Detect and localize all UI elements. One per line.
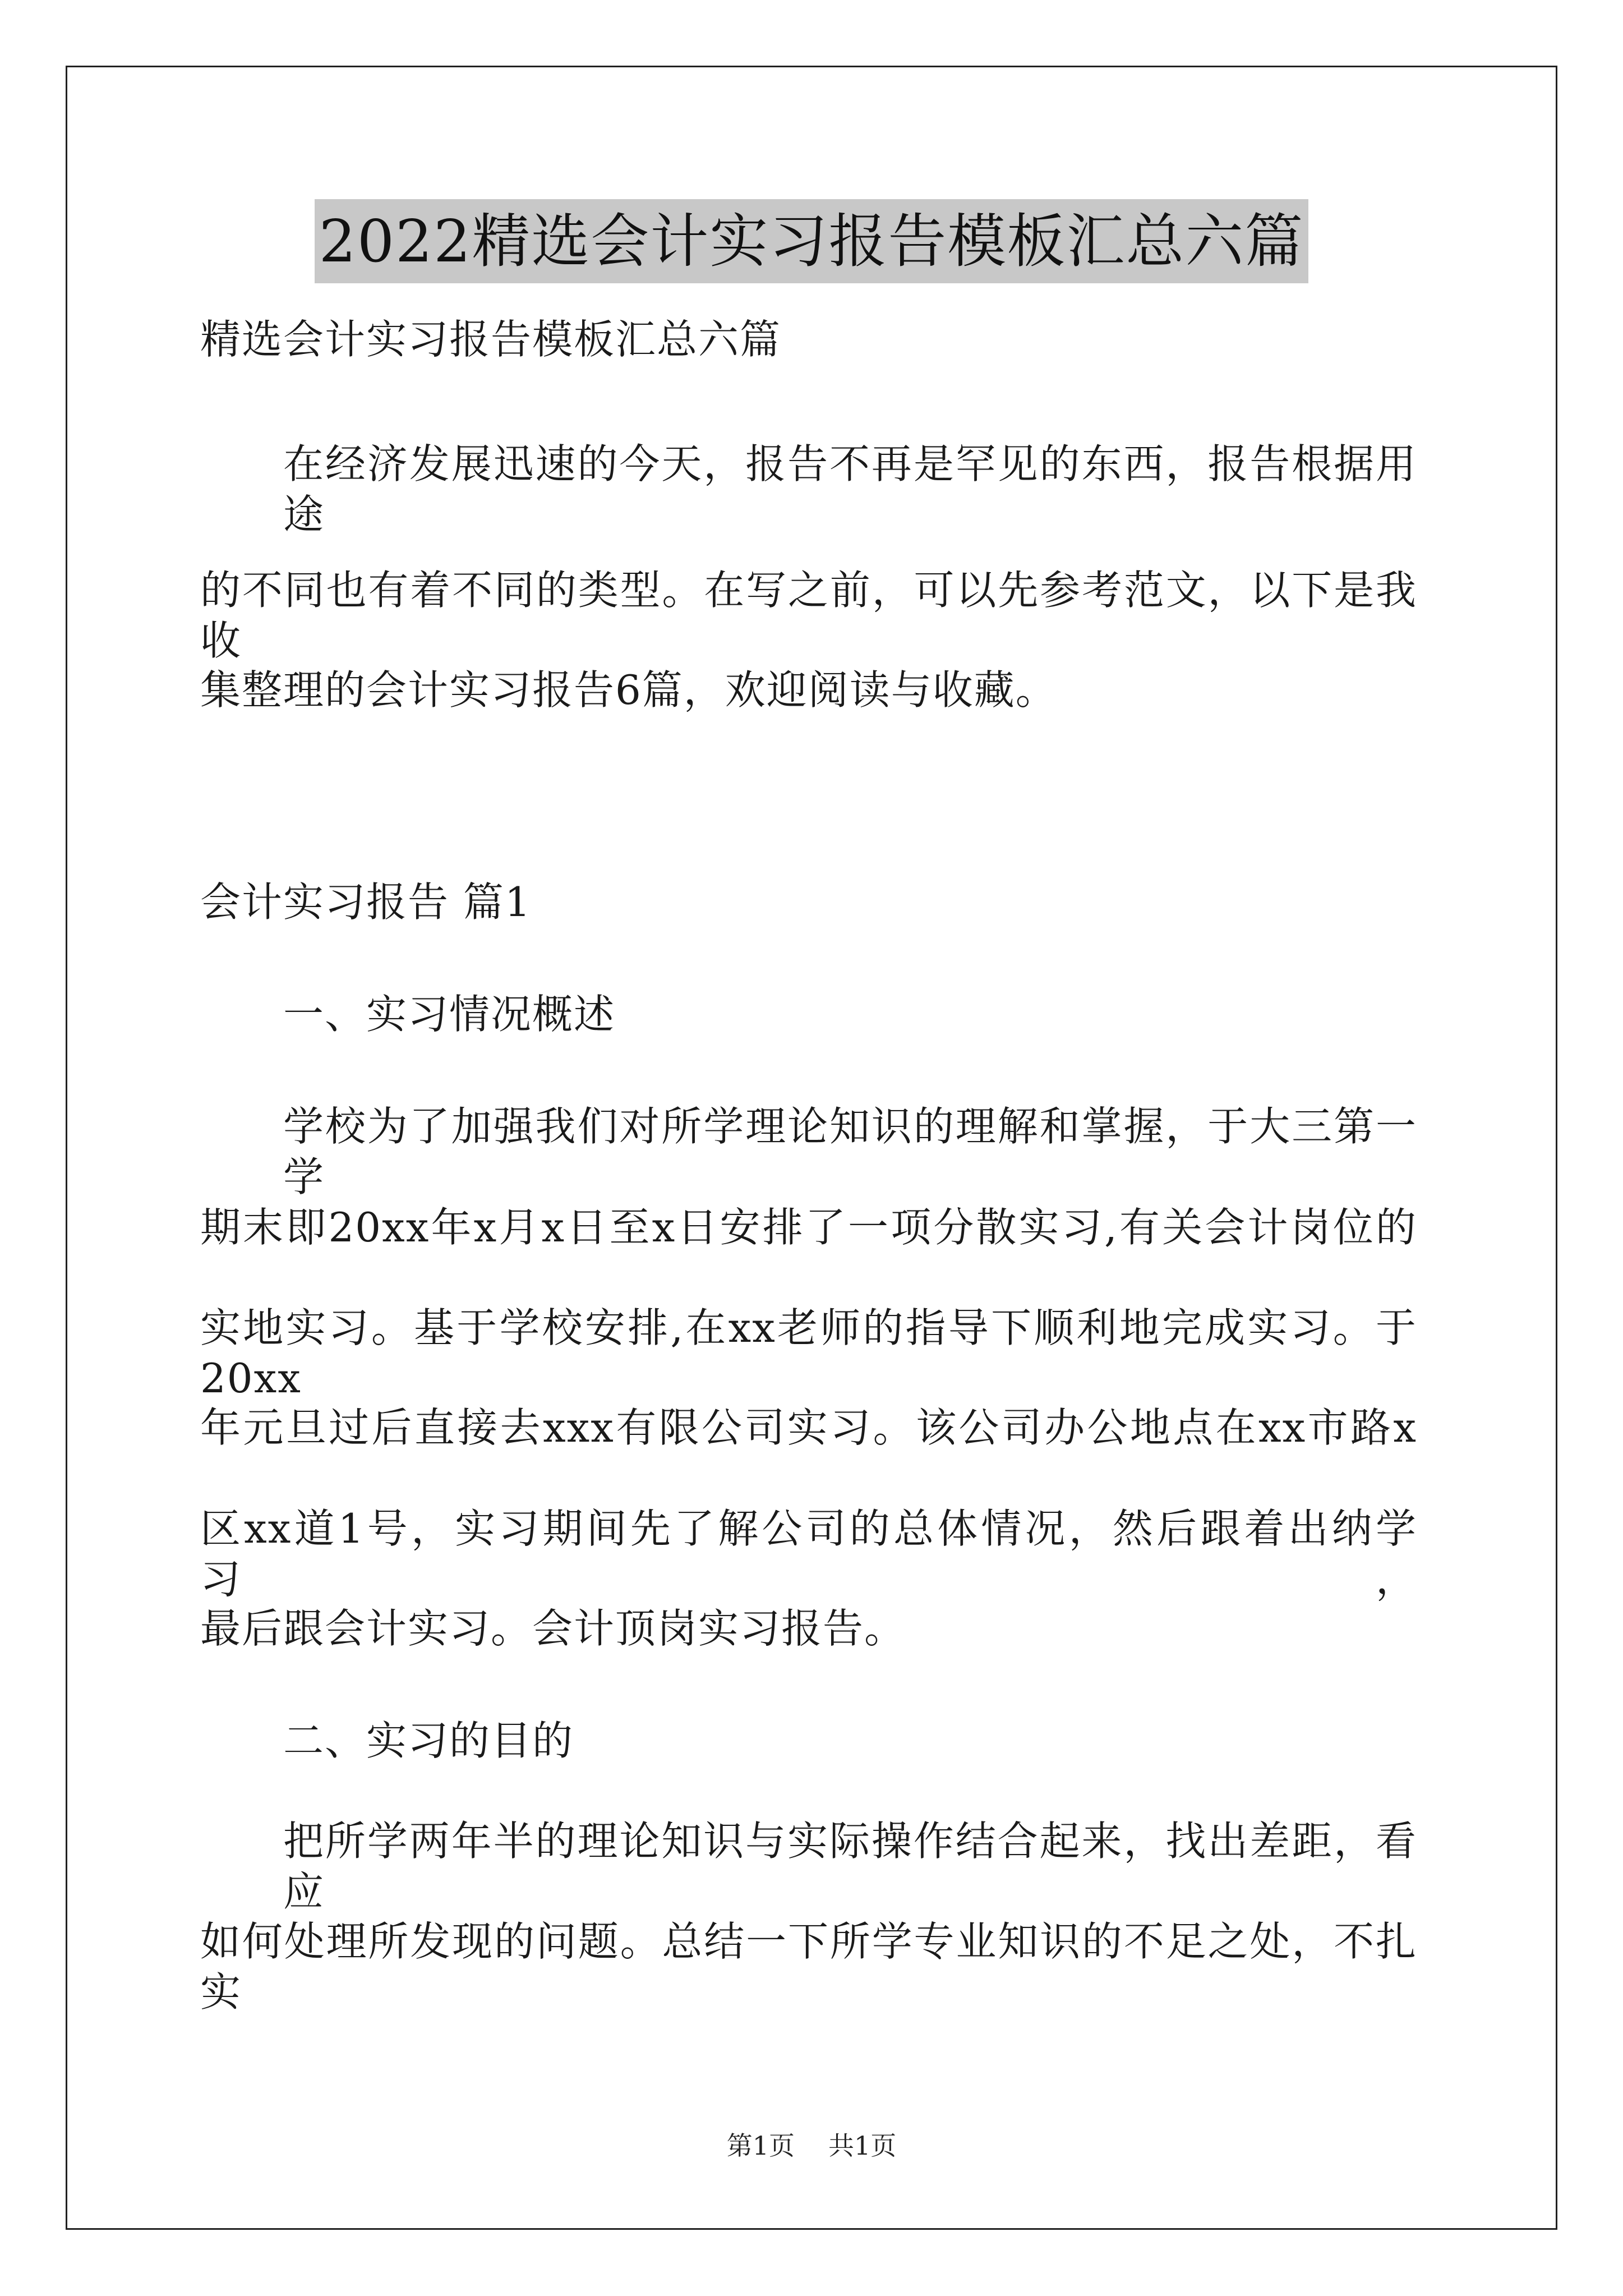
part1-line-5: 区xx道1号，实习期间先了解公司的总体情况，然后跟着出纳学习， (200, 1505, 1417, 1603)
part1-heading: 一、实习情况概述 (283, 991, 616, 1038)
page-total: 共1页 (828, 2131, 897, 2161)
page-footer (0, 2129, 1623, 2162)
part1-line-6: 最后跟会计实习。会计顶岗实习报告。 (200, 1605, 906, 1652)
intro-line-2: 的不同也有着不同的类型。在写之前，可以先参考范文，以下是我收 (200, 567, 1417, 664)
part1-line-4: 年元旦过后直接去xxx有限公司实习。该公司办公地点在xx市路x (200, 1404, 1417, 1451)
part1-line-2: 期末即20xx年x月x日至x日安排了一项分散实习,有关会计岗位的 (200, 1204, 1417, 1251)
page-number: 第1页 (726, 2131, 795, 2161)
part1-line-3: 实地实习。基于学校安排,在xx老师的指导下顺利地完成实习。于20xx (200, 1304, 1417, 1402)
intro-line-1: 在经济发展迅速的今天，报告不再是罕见的东西，报告根据用途 (283, 440, 1417, 538)
intro-line-3: 集整理的会计实习报告6篇，欢迎阅读与收藏。 (200, 666, 1057, 714)
document-subtitle: 精选会计实习报告模板汇总六篇 (200, 316, 782, 363)
title-container (0, 199, 1623, 283)
part2-line-1: 把所学两年半的理论知识与实际操作结合起来，找出差距，看应 (283, 1818, 1417, 1915)
part2-heading: 二、实习的目的 (283, 1717, 574, 1764)
section-heading: 会计实习报告 篇1 (200, 878, 532, 926)
part2-line-2: 如何处理所发现的问题。总结一下所学专业知识的不足之处，不扎实 (200, 1918, 1417, 2016)
document-title: 2022精选会计实习报告模板汇总六篇 (315, 199, 1309, 283)
part1-line-1: 学校为了加强我们对所学理论知识的理解和掌握，于大三第一学 (283, 1103, 1417, 1200)
